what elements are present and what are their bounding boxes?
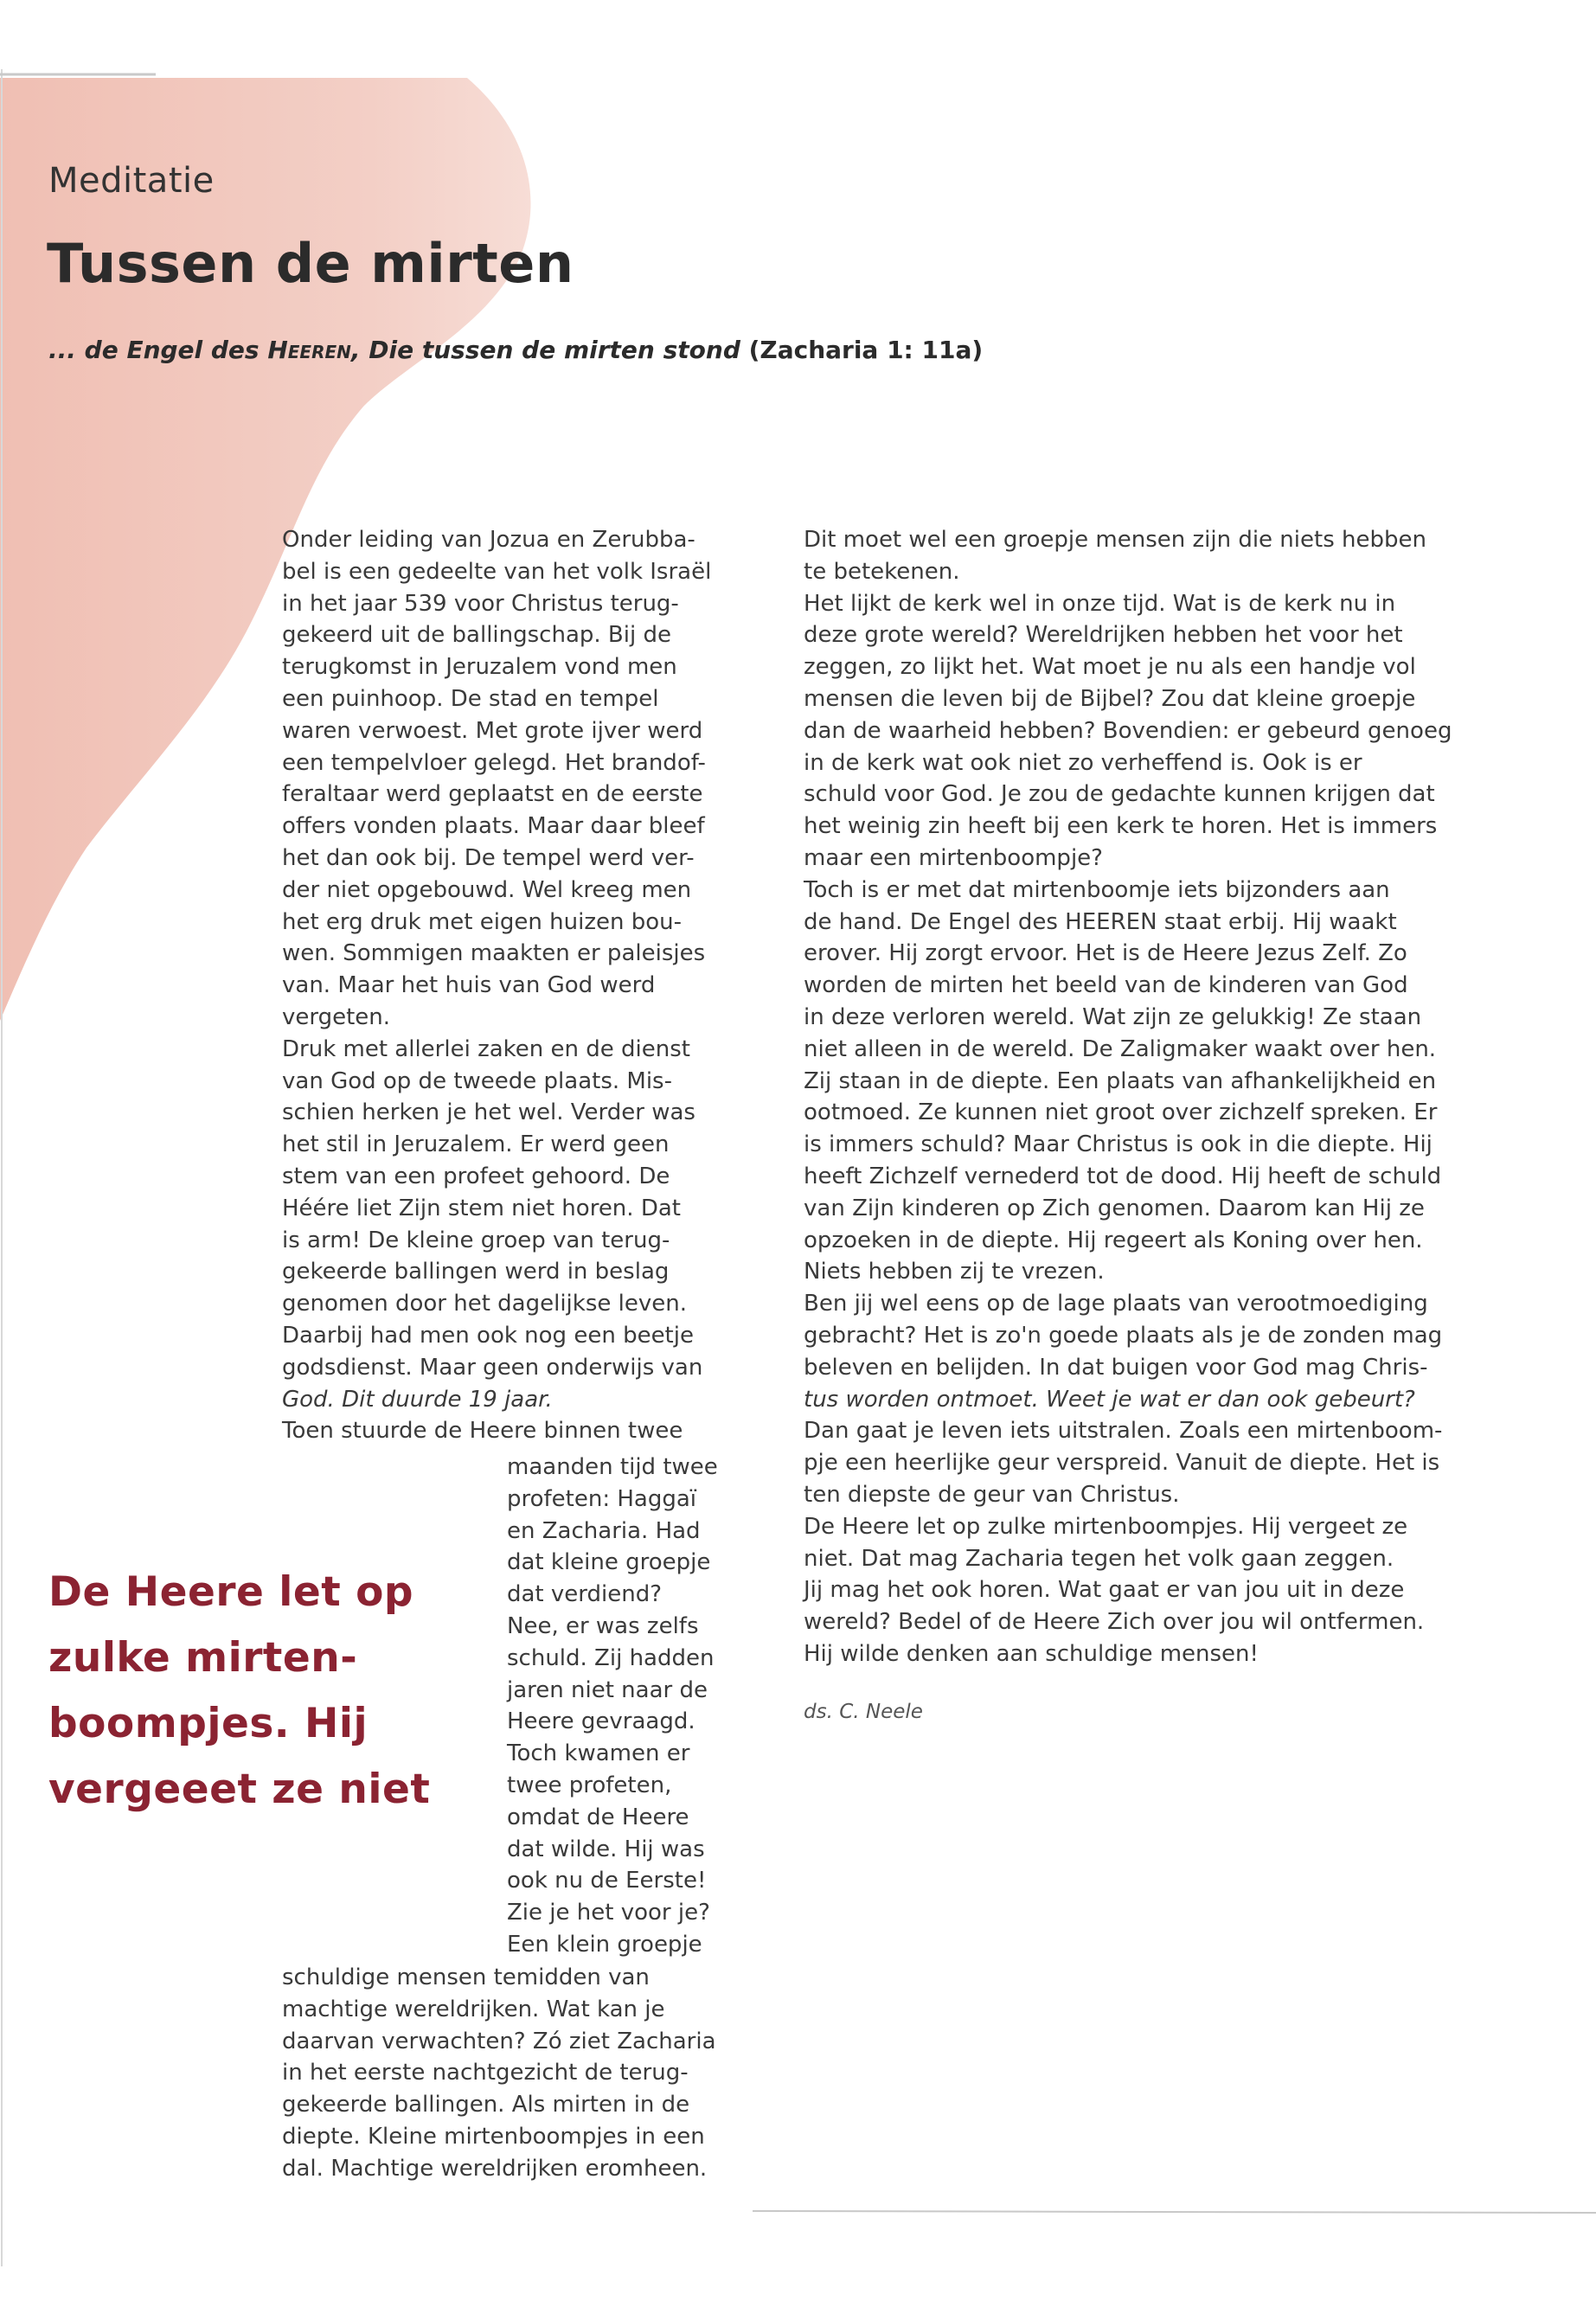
- text-line: maar een mirtenboompje?: [804, 844, 1103, 871]
- column-1-narrow-text: [507, 1452, 766, 1961]
- text-line: Hij wilde denken aan schuldige mensen!: [804, 1640, 1259, 1667]
- text-line: een tempelvloer gelegd. Het brandof-: [282, 749, 706, 776]
- text-line: Niets hebben zij te vrezen.: [804, 1259, 1105, 1285]
- text-line: in het jaar 539 voor Christus terug-: [282, 590, 679, 617]
- text-line: Dit moet wel een groepje mensen zijn die niets hebben: [804, 527, 1426, 553]
- text-line: pje een heerlijke geur verspreid. Vanuit de diepte. Het is: [804, 1450, 1440, 1477]
- pull-quote-line: vergeeet ze niet: [48, 1766, 431, 1813]
- text-line: stem van een profeet gehoord. De: [282, 1163, 670, 1189]
- text-line: offers vonden plaats. Maar daar bleef: [282, 813, 705, 840]
- text-line: Toch kwamen er: [507, 1740, 690, 1767]
- text-line: machtige wereldrijken. Wat kan je: [282, 1996, 665, 2022]
- verse-part-1: ... de Engel des: [48, 336, 268, 364]
- text-line: worden de mirten het beeld van de kinderen van God: [804, 972, 1408, 999]
- text-line: het stil in Jeruzalem. Er werd geen: [282, 1131, 670, 1158]
- text-line: Toch is er met dat mirtenboomje iets bijzonders aan: [804, 876, 1390, 903]
- pull-quote: [48, 1560, 446, 1823]
- text-line: terugkomst in Jeruzalem vond men: [282, 654, 677, 681]
- pull-quote-line: zulke mirten-: [48, 1634, 358, 1682]
- text-line: wereld? Bedel of de Heere Zich over jou wil ontfermen.: [804, 1609, 1425, 1636]
- text-line: Daarbij had men ook nog een beetje: [282, 1322, 694, 1349]
- text-line: een puinhoop. De stad en tempel: [282, 685, 659, 712]
- text-line: en Zacharia. Had: [507, 1517, 701, 1544]
- text-line: ten diepste de geur van Christus.: [804, 1481, 1180, 1508]
- text-line: dat wilde. Hij was: [507, 1836, 705, 1862]
- text-line: vergeten.: [282, 1003, 391, 1030]
- text-line: schien herken je het wel. Verder was: [282, 1099, 695, 1126]
- text-line: in het eerste nachtgezicht de terug-: [282, 2060, 689, 2086]
- text-line: wen. Sommigen maakten er paleisjes: [282, 940, 706, 967]
- text-line: deze grote wereld? Wereldrijken hebben het voor het: [804, 622, 1403, 649]
- text-line: erover. Hij zorgt ervoor. Het is de Heere Jezus Zelf. Zo: [804, 940, 1407, 967]
- text-line: omdat de Heere: [507, 1804, 689, 1830]
- text-line: niet alleen in de wereld. De Zaligmaker waakt over hen.: [804, 1035, 1437, 1062]
- text-line: zeggen, zo lijkt het. Wat moet je nu als een handje vol: [804, 654, 1416, 681]
- text-line: is arm! De kleine groep van terug-: [282, 1227, 670, 1253]
- column-1-text: [282, 524, 766, 1447]
- page-title: Tussen de mirten: [47, 232, 574, 295]
- text-line: De Heere let op zulke mirtenboompjes. Hij vergeet ze: [804, 1513, 1408, 1540]
- text-line: van God op de tweede plaats. Mis-: [282, 1067, 672, 1094]
- text-line: diepte. Kleine mirtenboompjes in een: [282, 2123, 705, 2150]
- text-line: jaren niet naar de: [507, 1676, 708, 1703]
- text-line: is immers schuld? Maar Christus is ook in die diepte. Hij: [804, 1131, 1433, 1158]
- text-line: gekeerd uit de ballingschap. Bij de: [282, 622, 671, 649]
- text-line: opzoeken in de diepte. Hij regeert als Koning over hen.: [804, 1227, 1423, 1253]
- verse-reference: (Zacharia 1: 11a): [748, 336, 984, 364]
- text-line: bel is een gedeelte van het volk Israël: [282, 558, 712, 585]
- text-line: profeten: Haggaï: [507, 1485, 697, 1512]
- text-line: Nee, er was zelfs: [507, 1612, 699, 1639]
- text-line: niet. Dat mag Zacharia tegen het volk gaan zeggen.: [804, 1545, 1394, 1572]
- text-line: beleven en belijden. In dat buigen voor God mag Chris-: [804, 1354, 1428, 1381]
- text-line: dal. Machtige wereldrijken eromheen.: [282, 2155, 708, 2182]
- text-line: daarvan verwachten? Zó ziet Zacharia: [282, 2028, 716, 2054]
- bible-verse: [48, 336, 983, 364]
- text-line: van Zijn kinderen op Zich genomen. Daarom kan Hij ze: [804, 1195, 1425, 1221]
- text-line: waren verwoest. Met grote ijver werd: [282, 717, 703, 744]
- text-line: Het lijkt de kerk wel in onze tijd. Wat is de kerk nu in: [804, 590, 1396, 617]
- text-line: Ben jij wel eens op de lage plaats van verootmoediging: [804, 1291, 1428, 1317]
- text-line: Dan gaat je leven iets uitstralen. Zoals een mirtenboom-: [804, 1418, 1443, 1445]
- column-2-text: [804, 524, 1522, 1670]
- text-line: Onder leiding van Jozua en Zerubba-: [282, 527, 695, 553]
- text-line: feraltaar werd geplaatst en de eerste: [282, 781, 703, 808]
- text-line: godsdienst. Maar geen onderwijs van: [282, 1354, 703, 1381]
- text-line: ook nu de Eerste!: [507, 1868, 707, 1894]
- text-line: de hand. De Engel des HEEREN staat erbij. Hij waakt: [804, 908, 1397, 935]
- text-line: het erg druk met eigen huizen bou-: [282, 908, 683, 935]
- text-line: Zie je het voor je?: [507, 1900, 710, 1926]
- text-line: in de kerk wat ook niet zo verheffend is. Ook is er: [804, 749, 1362, 776]
- text-line: Heere gevraagd.: [507, 1708, 695, 1735]
- section-kicker: Meditatie: [48, 161, 215, 201]
- text-line: Een klein groepje: [507, 1931, 702, 1958]
- text-line: gebracht? Het is zo'n goede plaats als je de zonden mag: [804, 1322, 1443, 1349]
- text-line: Toen stuurde de Heere binnen twee: [282, 1418, 683, 1445]
- text-line: twee profeten,: [507, 1772, 672, 1798]
- author-signature: ds. C. Neele: [804, 1701, 923, 1723]
- text-line: maanden tijd twee: [507, 1454, 718, 1480]
- text-line: genomen door het dagelijkse leven.: [282, 1291, 687, 1317]
- text-line: dan de waarheid hebben? Bovendien: er gebeurd genoeg: [804, 717, 1452, 744]
- text-line: van. Maar het huis van God werd: [282, 972, 656, 999]
- text-line: Zij staan in de diepte. Een plaats van afhankelijkheid en: [804, 1067, 1437, 1094]
- text-line: mensen die leven bij de Bijbel? Zou dat kleine groepje: [804, 685, 1416, 712]
- text-line: God. Dit duurde 19 jaar.: [282, 1386, 553, 1413]
- pull-quote-line: De Heere let op: [48, 1568, 414, 1616]
- bottom-rule: [753, 2204, 1596, 2221]
- verse-part-2: Heeren: [267, 336, 351, 364]
- column-1-bottom-text: [282, 1962, 766, 2185]
- text-line: te betekenen.: [804, 558, 960, 585]
- text-line: ootmoed. Ze kunnen niet groot over zichzelf spreken. Er: [804, 1099, 1438, 1126]
- text-line: schuld voor God. Je zou de gedachte kunnen krijgen dat: [804, 781, 1435, 808]
- text-line: schuldige mensen temidden van: [282, 1965, 650, 1990]
- text-line: heeft Zichzelf vernederd tot de dood. Hij heeft de schuld: [804, 1163, 1442, 1189]
- text-line: Druk met allerlei zaken en de dienst: [282, 1035, 690, 1062]
- text-line: dat kleine groepje: [507, 1549, 711, 1576]
- text-line: het weinig zin heeft bij een kerk te horen. Het is immers: [804, 813, 1438, 840]
- text-line: der niet opgebouwd. Wel kreeg men: [282, 876, 692, 903]
- text-line: gekeerde ballingen. Als mirten in de: [282, 2092, 690, 2118]
- text-line: dat verdiend?: [507, 1581, 663, 1608]
- text-line: Héére liet Zijn stem niet horen. Dat: [282, 1195, 681, 1221]
- text-line: in deze verloren wereld. Wat zijn ze gelukkig! Ze staan: [804, 1003, 1422, 1030]
- text-line: gekeerde ballingen werd in beslag: [282, 1259, 670, 1285]
- verse-part-3: , Die tussen de mirten stond: [350, 336, 749, 364]
- pull-quote-line: boompjes. Hij: [48, 1700, 369, 1747]
- text-line: Jij mag het ook horen. Wat gaat er van jou uit in deze: [804, 1577, 1405, 1604]
- text-line: het dan ook bij. De tempel werd ver-: [282, 844, 695, 871]
- text-line: schuld. Zij hadden: [507, 1644, 715, 1671]
- text-line: tus worden ontmoet. Weet je wat er dan ook gebeurt?: [804, 1386, 1415, 1413]
